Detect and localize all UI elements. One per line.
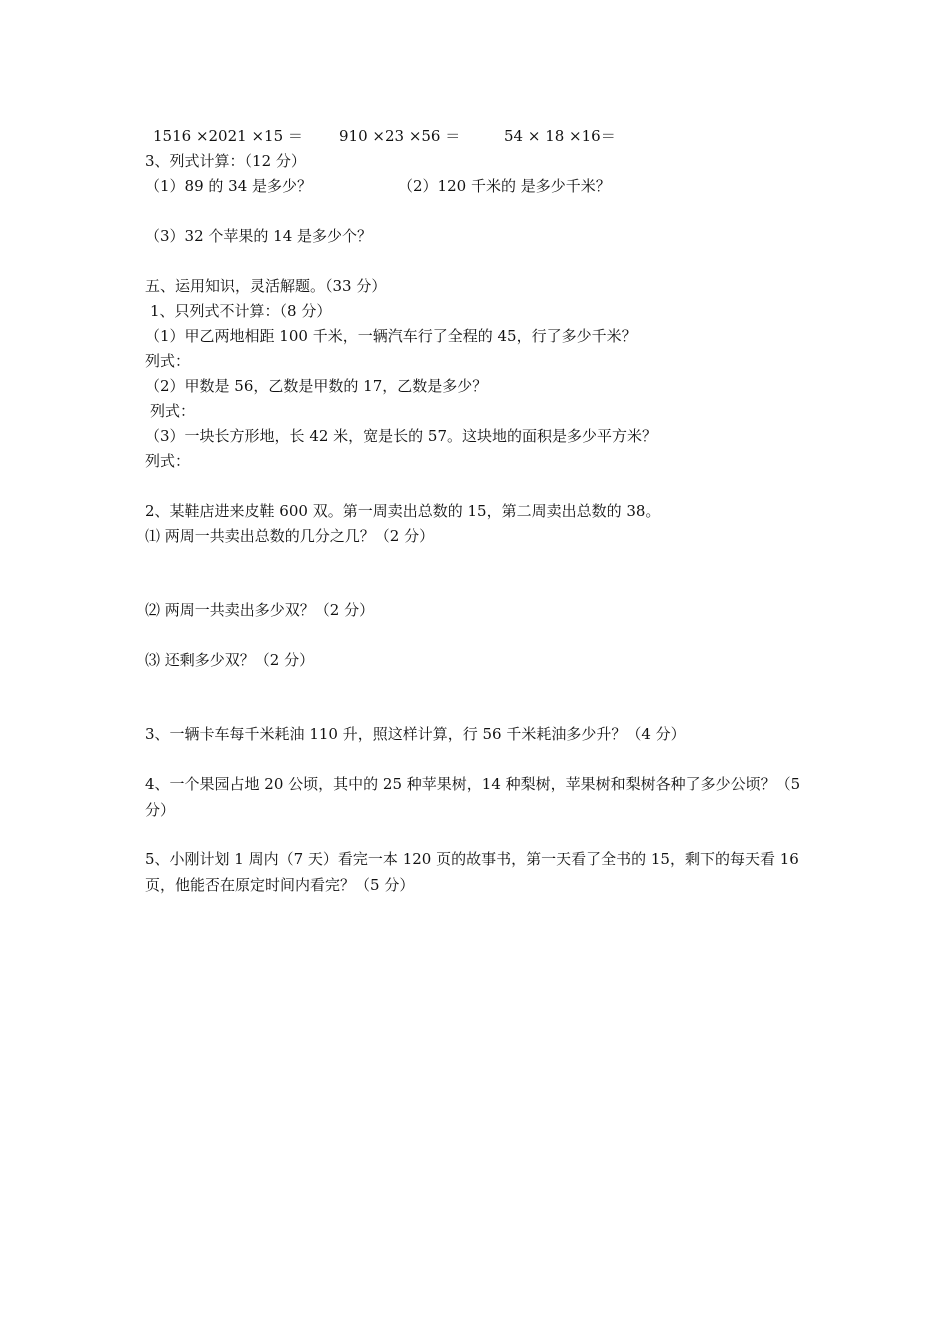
problem1-answer-label-1: 列式： bbox=[145, 352, 191, 370]
problem1-question-1: （1）甲乙两地相距 100 千米，一辆汽车行了全程的 45，行了多少千米？ bbox=[145, 327, 637, 345]
problem1-answer-label-2: 列式： bbox=[150, 402, 196, 420]
calc-expression-2: 910 ×23 ×56 ＝ bbox=[339, 127, 461, 145]
problem1-question-2: （2）甲数是 56，乙数是甲数的 17，乙数是多少？ bbox=[145, 377, 488, 395]
problem4-text: 4、一个果园占地 20 公顷，其中的 25 种苹果树，14 种梨树，苹果树和梨树各种了多少公顷？（5 分） bbox=[145, 775, 801, 819]
problem1-title: 1、只列式不计算：（8 分） bbox=[150, 302, 332, 320]
section3-title: 3、列式计算：（12 分） bbox=[145, 152, 306, 170]
problem1-answer-label-3: 列式： bbox=[145, 452, 191, 470]
section3-question-3: （3）32 个苹果的 14 是多少个？ bbox=[145, 227, 373, 245]
problem2-question-1: ⑴ 两周一共卖出总数的几分之几？（2 分） bbox=[145, 527, 435, 545]
calc-expression-3: 54 × 18 ×16＝ bbox=[504, 127, 616, 145]
section5-title: 五、运用知识，灵活解题。（33 分） bbox=[145, 277, 387, 295]
section3-question-1: （1）89 的 34 是多少？ bbox=[145, 177, 313, 195]
problem2-question-2: ⑵ 两周一共卖出多少双？（2 分） bbox=[145, 601, 375, 619]
problem5-text: 5、小刚计划 1 周内（7 天）看完一本 120 页的故事书，第一天看了全书的 15，剩下的每天看 16 页，他能否在原定时间内看完？（5 分） bbox=[145, 850, 799, 894]
problem3-text: 3、一辆卡车每千米耗油 110 升，照这样计算，行 56 千米耗油多少升？（4 分） bbox=[145, 725, 686, 743]
problem1-question-3: （3）一块长方形地，长 42 米，宽是长的 57。这块地的面积是多少平方米？ bbox=[145, 427, 658, 445]
problem2-title: 2、某鞋店进来皮鞋 600 双。第一周卖出总数的 15，第二周卖出总数的 38。 bbox=[145, 502, 661, 520]
section3-question-2: （2）120 千米的 是多少千米？ bbox=[398, 177, 611, 195]
calc-expression-1: 1516 ×2021 ×15 ＝ bbox=[153, 127, 303, 145]
problem2-question-3: ⑶ 还剩多少双？（2 分） bbox=[145, 651, 315, 669]
